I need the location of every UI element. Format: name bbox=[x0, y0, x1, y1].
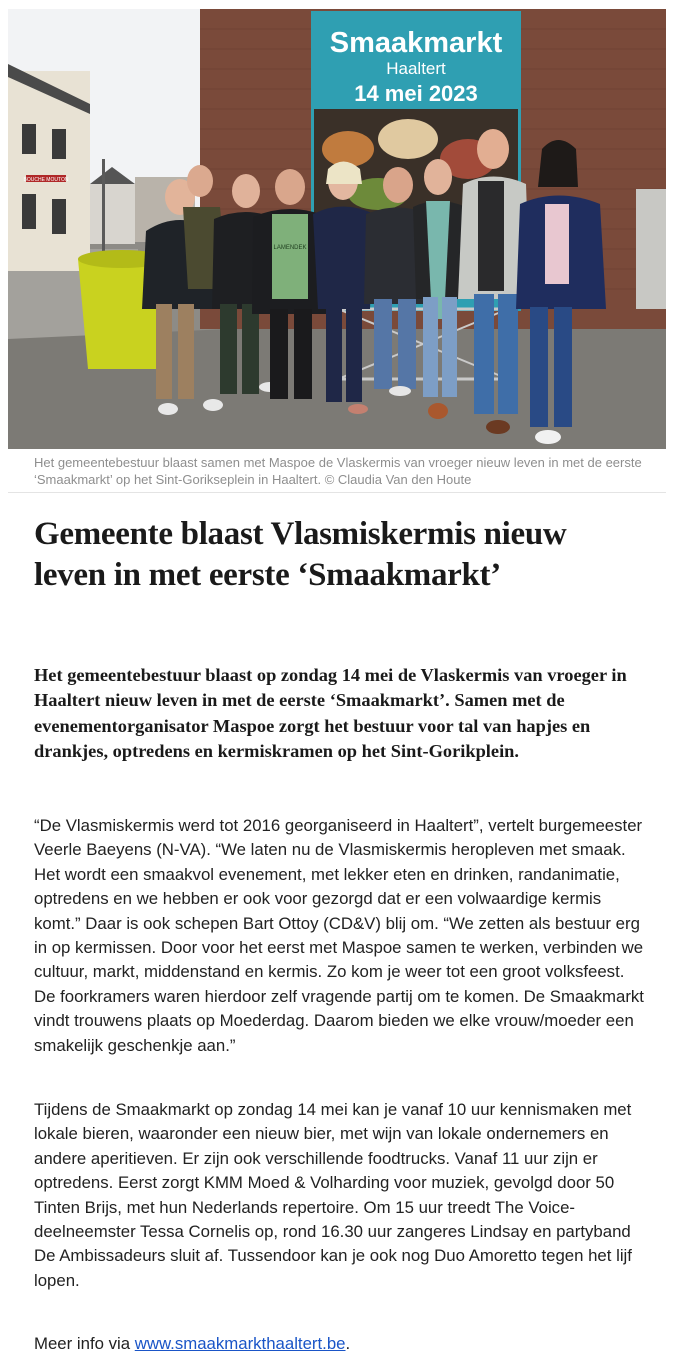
banner-place: Haaltert bbox=[386, 59, 446, 78]
banner-title: Smaakmarkt bbox=[329, 27, 503, 59]
article-photo bbox=[8, 9, 666, 449]
more-info-suffix: . bbox=[345, 1334, 351, 1353]
photo-caption: Het gemeentebestuur blaast samen met Maspoe de Vlaskermis van vroeger nieuw leven in met de eerste ‘Smaakmarkt’ op het Sint-Gorikseplein in Haaltert. © Claudia Van den Houte bbox=[34, 455, 642, 487]
shop-sign: BOUCHE MOUTON bbox=[23, 177, 69, 183]
more-info-line bbox=[34, 1332, 649, 1356]
more-info-prefix: Meer info via bbox=[34, 1334, 135, 1353]
article-lead: Het gemeentebestuur blaast op zondag 14 mei de Vlaskermis van vroeger in Haaltert nieuw leven in met de eerste ‘Smaakmarkt’. Samen met de evenementorganisator Maspoe zorgt het bestuur voor tal van hapjes en drankjes, optredens en kermiskramen op het Sint-Gorikplein. bbox=[34, 665, 627, 762]
article-paragraph: “De Vlasmiskermis werd tot 2016 georganiseerd in Haaltert”, vertelt burgemeester Veerle Baeyens (N-VA). “We laten nu de Vlasmiskermis heropleven met smaak. Het wordt een smaakvol evenement, met lekker eten en drinken, randanimatie, optredens en we hebben er ook voor gezorgd dat er een volwaardige kermis komt.” Daar is ook schepen Bart Ottoy (CD&V) blij om. “We zetten als bestuur erg in op kermissen. Door voor het eerst met Maspoe samen te werken, verbinden we cultuur, markt, middenstand en kermis. Zo kom je weer tot een groot volksfeest. De foorkramers waren hierdoor zelf vragende partij om te komen. De Smaakmarkt vindt trouwens plaats op Moederdag. Daarom bieden we elke vrouw/moeder een smakelijk geschenkje aan.” bbox=[34, 816, 644, 1055]
banner-date: 14 mei 2023 bbox=[354, 81, 478, 106]
article-paragraph: Tijdens de Smaakmarkt op zondag 14 mei kan je vanaf 10 uur kennismaken met lokale bieren, waaronder een nieuw bier, met wijn van lokale ondernemers en andere aperitieven. Er zijn ook verschillende foodtrucks. Vanaf 11 uur zijn er optredens. Eerst zorgt KMM Moed & Volharding voor muziek, gevolgd door 50 Tinten Brijs, met hun Nederlands repertoire. Om 15 uur treedt The Voice-deelneemster Tessa Cornelis op, rond 16.30 uur zangeres Lindsay en partyband De Ambissadeurs sluit af. Tussendoor kan je ook nog Duo Amoretto tegen het lijf lopen. bbox=[34, 1100, 632, 1290]
shirt-text: LAMENDEK bbox=[273, 245, 307, 251]
divider bbox=[8, 492, 666, 493]
article-headline: Gemeente blaast Vlasmiskermis nieuw leven in met eerste ‘Smaakmarkt’ bbox=[34, 516, 567, 593]
more-info-link[interactable]: www.smaakmarkthaaltert.be bbox=[134, 1334, 346, 1353]
